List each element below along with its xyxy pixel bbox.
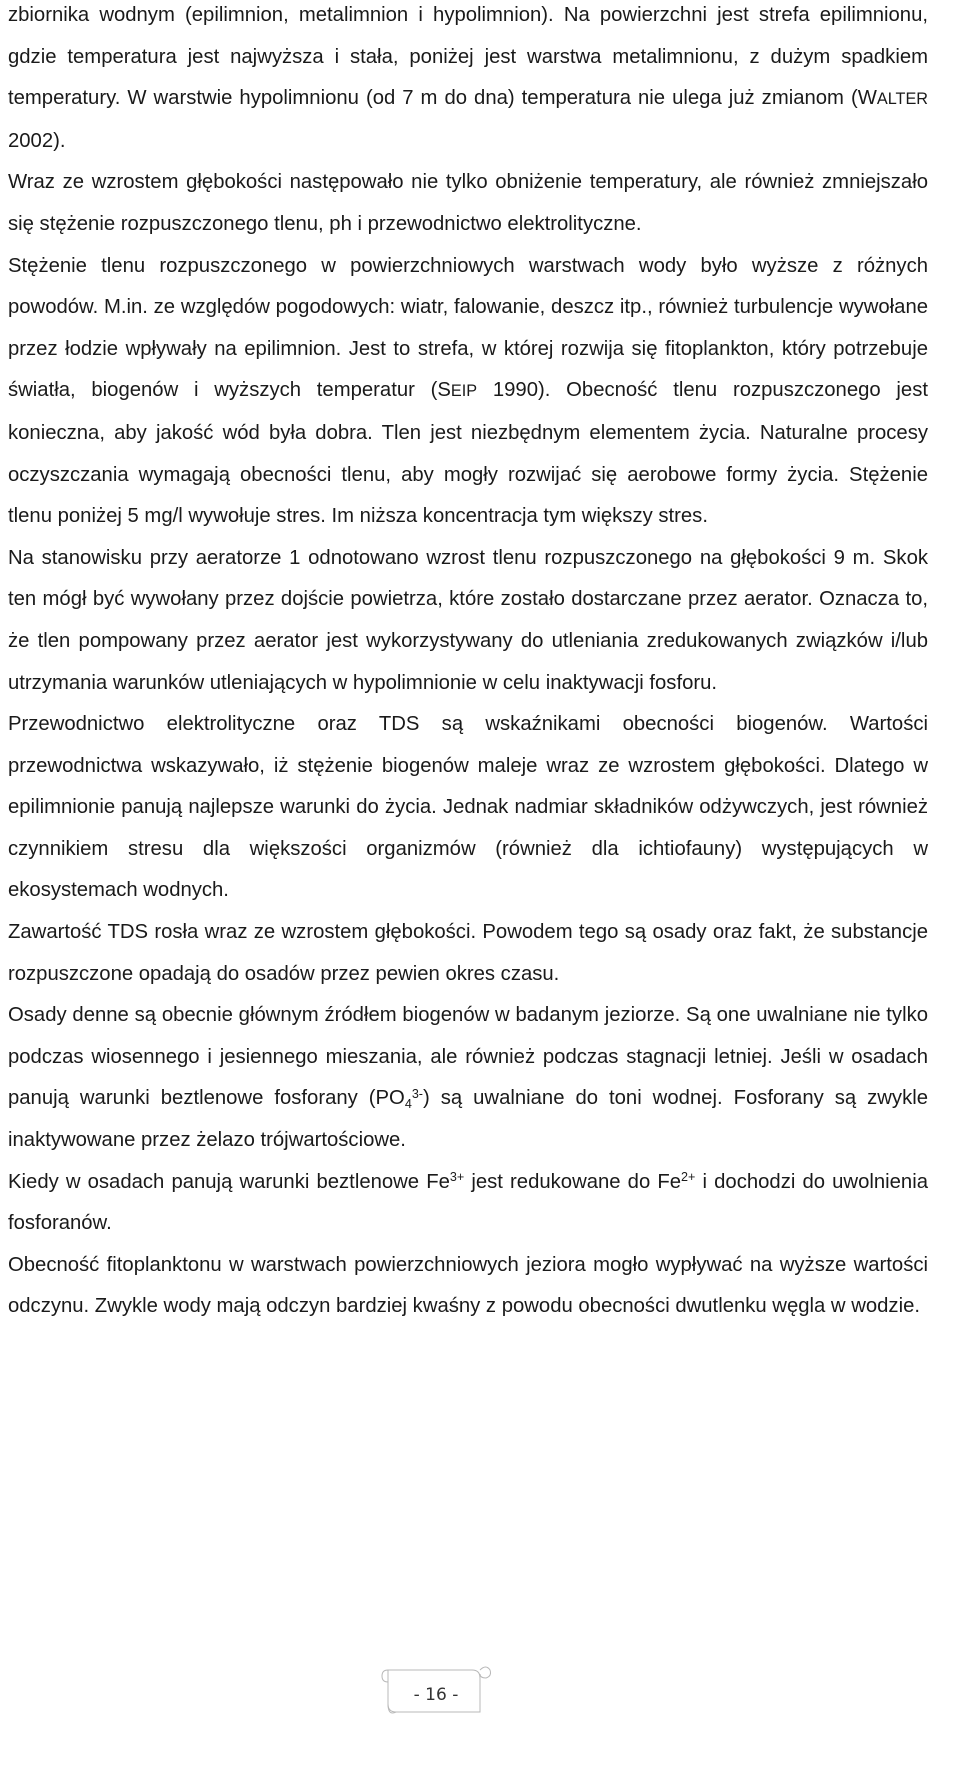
citation-author-walter: ALTER	[876, 90, 928, 109]
page-number: - 16 -	[413, 1685, 459, 1705]
paragraph-8-text-middle: jest redukowane do Fe	[464, 1170, 682, 1193]
iron-3-charge-superscript: 3+	[449, 1169, 465, 1184]
paragraph-8	[8, 1162, 928, 1245]
phosphate-subscript: 4	[404, 1096, 412, 1111]
paragraph-5: Przewodnictwo elektrolityczne oraz TDS są wskaźnikami obecności biogenów. Wartości przewodnictwa wskazywało, iż stężenie biogenów maleje wraz ze wzrostem głębokości. Dlatego w epilimnionie panują najlepsze warunki do życia. Jednak nadmiar składników odżywczych, jest również czynnikiem stresu dla większości organizmów (również dla ichtiofauny) występujących w ekosystemach wodnych.	[8, 713, 928, 902]
body-text	[8, 0, 928, 1328]
paragraph-2: Wraz ze wzrostem głębokości następowało nie tylko obniżenie temperatury, ale również zmniejszało się stężenie rozpuszczonego tlenu, ph i przewodnictwo elektrolityczne.	[8, 171, 928, 235]
paragraph-4: Na stanowisku przy aeratorze 1 odnotowano wzrost tlenu rozpuszczonego na głębokości 9 m. Skok ten mógł być wywołany przez dojście powietrza, które zostało dostarczane przez aerator. Oznacza to, że tlen pompowany przez aerator jest wykorzystywany do utleniania zredukowanych związków i/lub utrzymania warunków utleniających w hypolimnionie w celu inaktywacji fosforu.	[8, 546, 928, 694]
paragraph-3-text: Stężenie tlenu rozpuszczonego w powierzchniowych warstwach wody było wyższe z różnych powodów. M.in. ze względów pogodowych: wiatr, falowanie, deszcz itp., również turbulencje wywołane przez łodzie wpływały na epilimnion. Jest to strefa, w której rozwija się fitoplankton, który potrzebuje światła, biogenów i wyższych temperatur (S	[8, 254, 928, 402]
paragraph-3-text-continued: 1990). Obecność tlenu rozpuszczonego jest konieczna, aby jakość wód była dobra. Tlen jest niezbędnym elementem życia. Naturalne procesy oczyszczania wymagają obecności tlenu, aby mogły rozwijać się aerobowe formy życia. Stężenie tlenu poniżej 5 mg/l wywołuje stres. Im niższa koncentracja tym większy stres.	[8, 379, 928, 528]
iron-2-charge-superscript: 2+	[681, 1169, 696, 1184]
paragraph-7-text: Osady denne są obecnie głównym źródłem biogenów w badanym jeziorze. Są one uwalniane nie tylko podczas wiosennego i jesiennego mieszania, ale również podczas stagnacji letniej. Jeśli w osadach panują warunki beztlenowe fosforany (PO	[8, 1004, 928, 1110]
paragraph-8-text-end: i dochodzi do uwolnienia fosforanów.	[8, 1170, 928, 1235]
paragraph-1	[8, 0, 928, 162]
paragraph-1-text: zbiornika wodnym (epilimnion, metalimnion i hypolimnion). Na powierzchni jest strefa epilimnionu, gdzie temperatura jest najwyższa i stała, poniżej jest warstwa metalimnionu, z dużym spadkiem temperatury. W warstwie hypolimnionu (od 7 m do dna) temperatura nie ulega już zmianom (W	[8, 4, 928, 110]
phosphate-charge-superscript: 3-	[411, 1086, 423, 1101]
citation-author-seip: EIP	[450, 382, 478, 401]
paragraph-6: Zawartość TDS rosła wraz ze wzrostem głębokości. Powodem tego są osady oraz fakt, że substancje rozpuszczone opadają do osadów przez pewien okres czasu.	[8, 921, 928, 985]
paragraph-8-text: Kiedy w osadach panują warunki beztlenowe Fe	[8, 1170, 450, 1193]
paragraph-7-text-continued: ) są uwalniane do toni wodnej. Fosforany są zwykle inaktywowane przez żelazo trójwartościowe.	[8, 1087, 928, 1152]
paragraph-1-citation-year: 2002).	[8, 129, 66, 152]
page-number-scroll	[376, 1662, 496, 1722]
paragraph-9: Obecność fitoplanktonu w warstwach powierzchniowych jeziora mogło wypływać na wyższe wartości odczynu. Zwykle wody mają odczyn bardziej kwaśny z powodu obecności dwutlenku węgla w wodzie.	[8, 1253, 928, 1318]
paragraph-7	[8, 995, 928, 1161]
paragraph-3	[8, 246, 928, 538]
